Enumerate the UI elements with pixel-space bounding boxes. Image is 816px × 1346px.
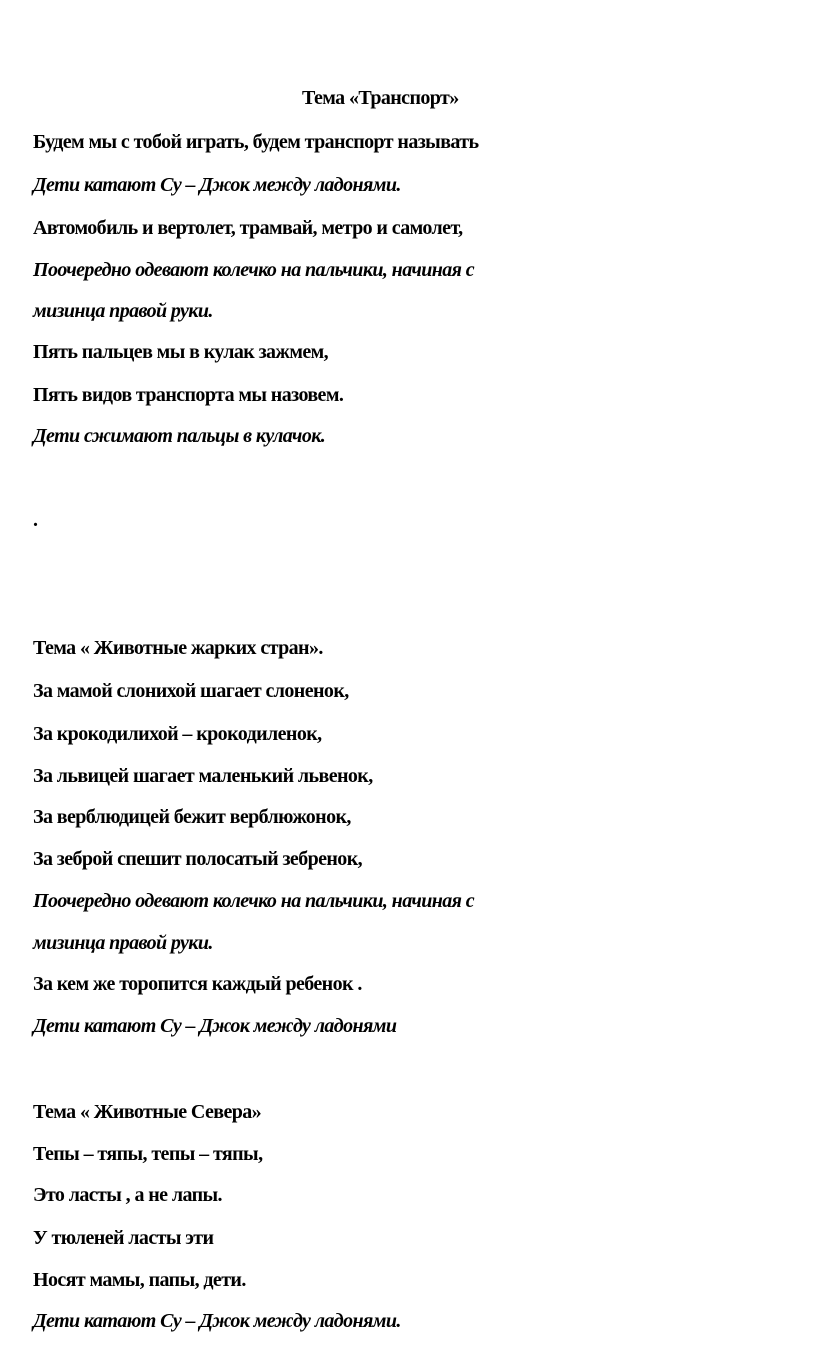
separator-dot: .: [33, 509, 38, 531]
north-line-1: Тепы – тяпы, тепы – тяпы,: [33, 1143, 263, 1165]
transport-line-7: Пять видов транспорта мы назовем.: [33, 384, 344, 406]
transport-line-4: Поочередно одевают колечко на пальчики, начиная с: [33, 259, 475, 281]
north-line-2: Это ласты , а не лапы.: [33, 1184, 222, 1206]
north-line-4: Носят мамы, папы, дети.: [33, 1269, 246, 1291]
hot-countries-line-7: мизинца правой руки.: [33, 932, 213, 954]
hot-countries-line-8: За кем же торопится каждый ребенок .: [33, 973, 362, 995]
hot-countries-line-2: За крокодилихой – крокодиленок,: [33, 723, 322, 745]
transport-line-2: Дети катают Су – Джок между ладонями.: [33, 174, 401, 196]
hot-countries-line-1: За мамой слонихой шагает слоненок,: [33, 680, 349, 702]
hot-countries-line-3: За львицей шагает маленький львенок,: [33, 765, 373, 787]
transport-line-6: Пять пальцев мы в кулак зажмем,: [33, 341, 329, 363]
hot-countries-line-5: За зеброй спешит полосатый зебренок,: [33, 848, 363, 870]
hot-countries-line-4: За верблюдицей бежит верблюжонок,: [33, 806, 351, 828]
north-line-3: У тюленей ласты эти: [33, 1227, 214, 1249]
transport-line-5: мизинца правой руки.: [33, 300, 213, 322]
section-title-hot-countries: Тема « Животные жарких стран».: [33, 637, 323, 659]
section-title-north: Тема « Животные Севера»: [33, 1101, 262, 1123]
section-title-transport: Тема «Транспорт»: [302, 87, 459, 109]
transport-line-1: Будем мы с тобой играть, будем транспорт называть: [33, 131, 479, 153]
transport-line-8: Дети сжимают пальцы в кулачок.: [33, 425, 326, 447]
transport-line-3: Автомобиль и вертолет, трамвай, метро и самолет,: [33, 217, 463, 239]
hot-countries-line-6: Поочередно одевают колечко на пальчики, начиная с: [33, 890, 475, 912]
north-line-5: Дети катают Су – Джок между ладонями.: [33, 1310, 401, 1332]
hot-countries-line-9: Дети катают Су – Джок между ладонями: [33, 1015, 397, 1037]
